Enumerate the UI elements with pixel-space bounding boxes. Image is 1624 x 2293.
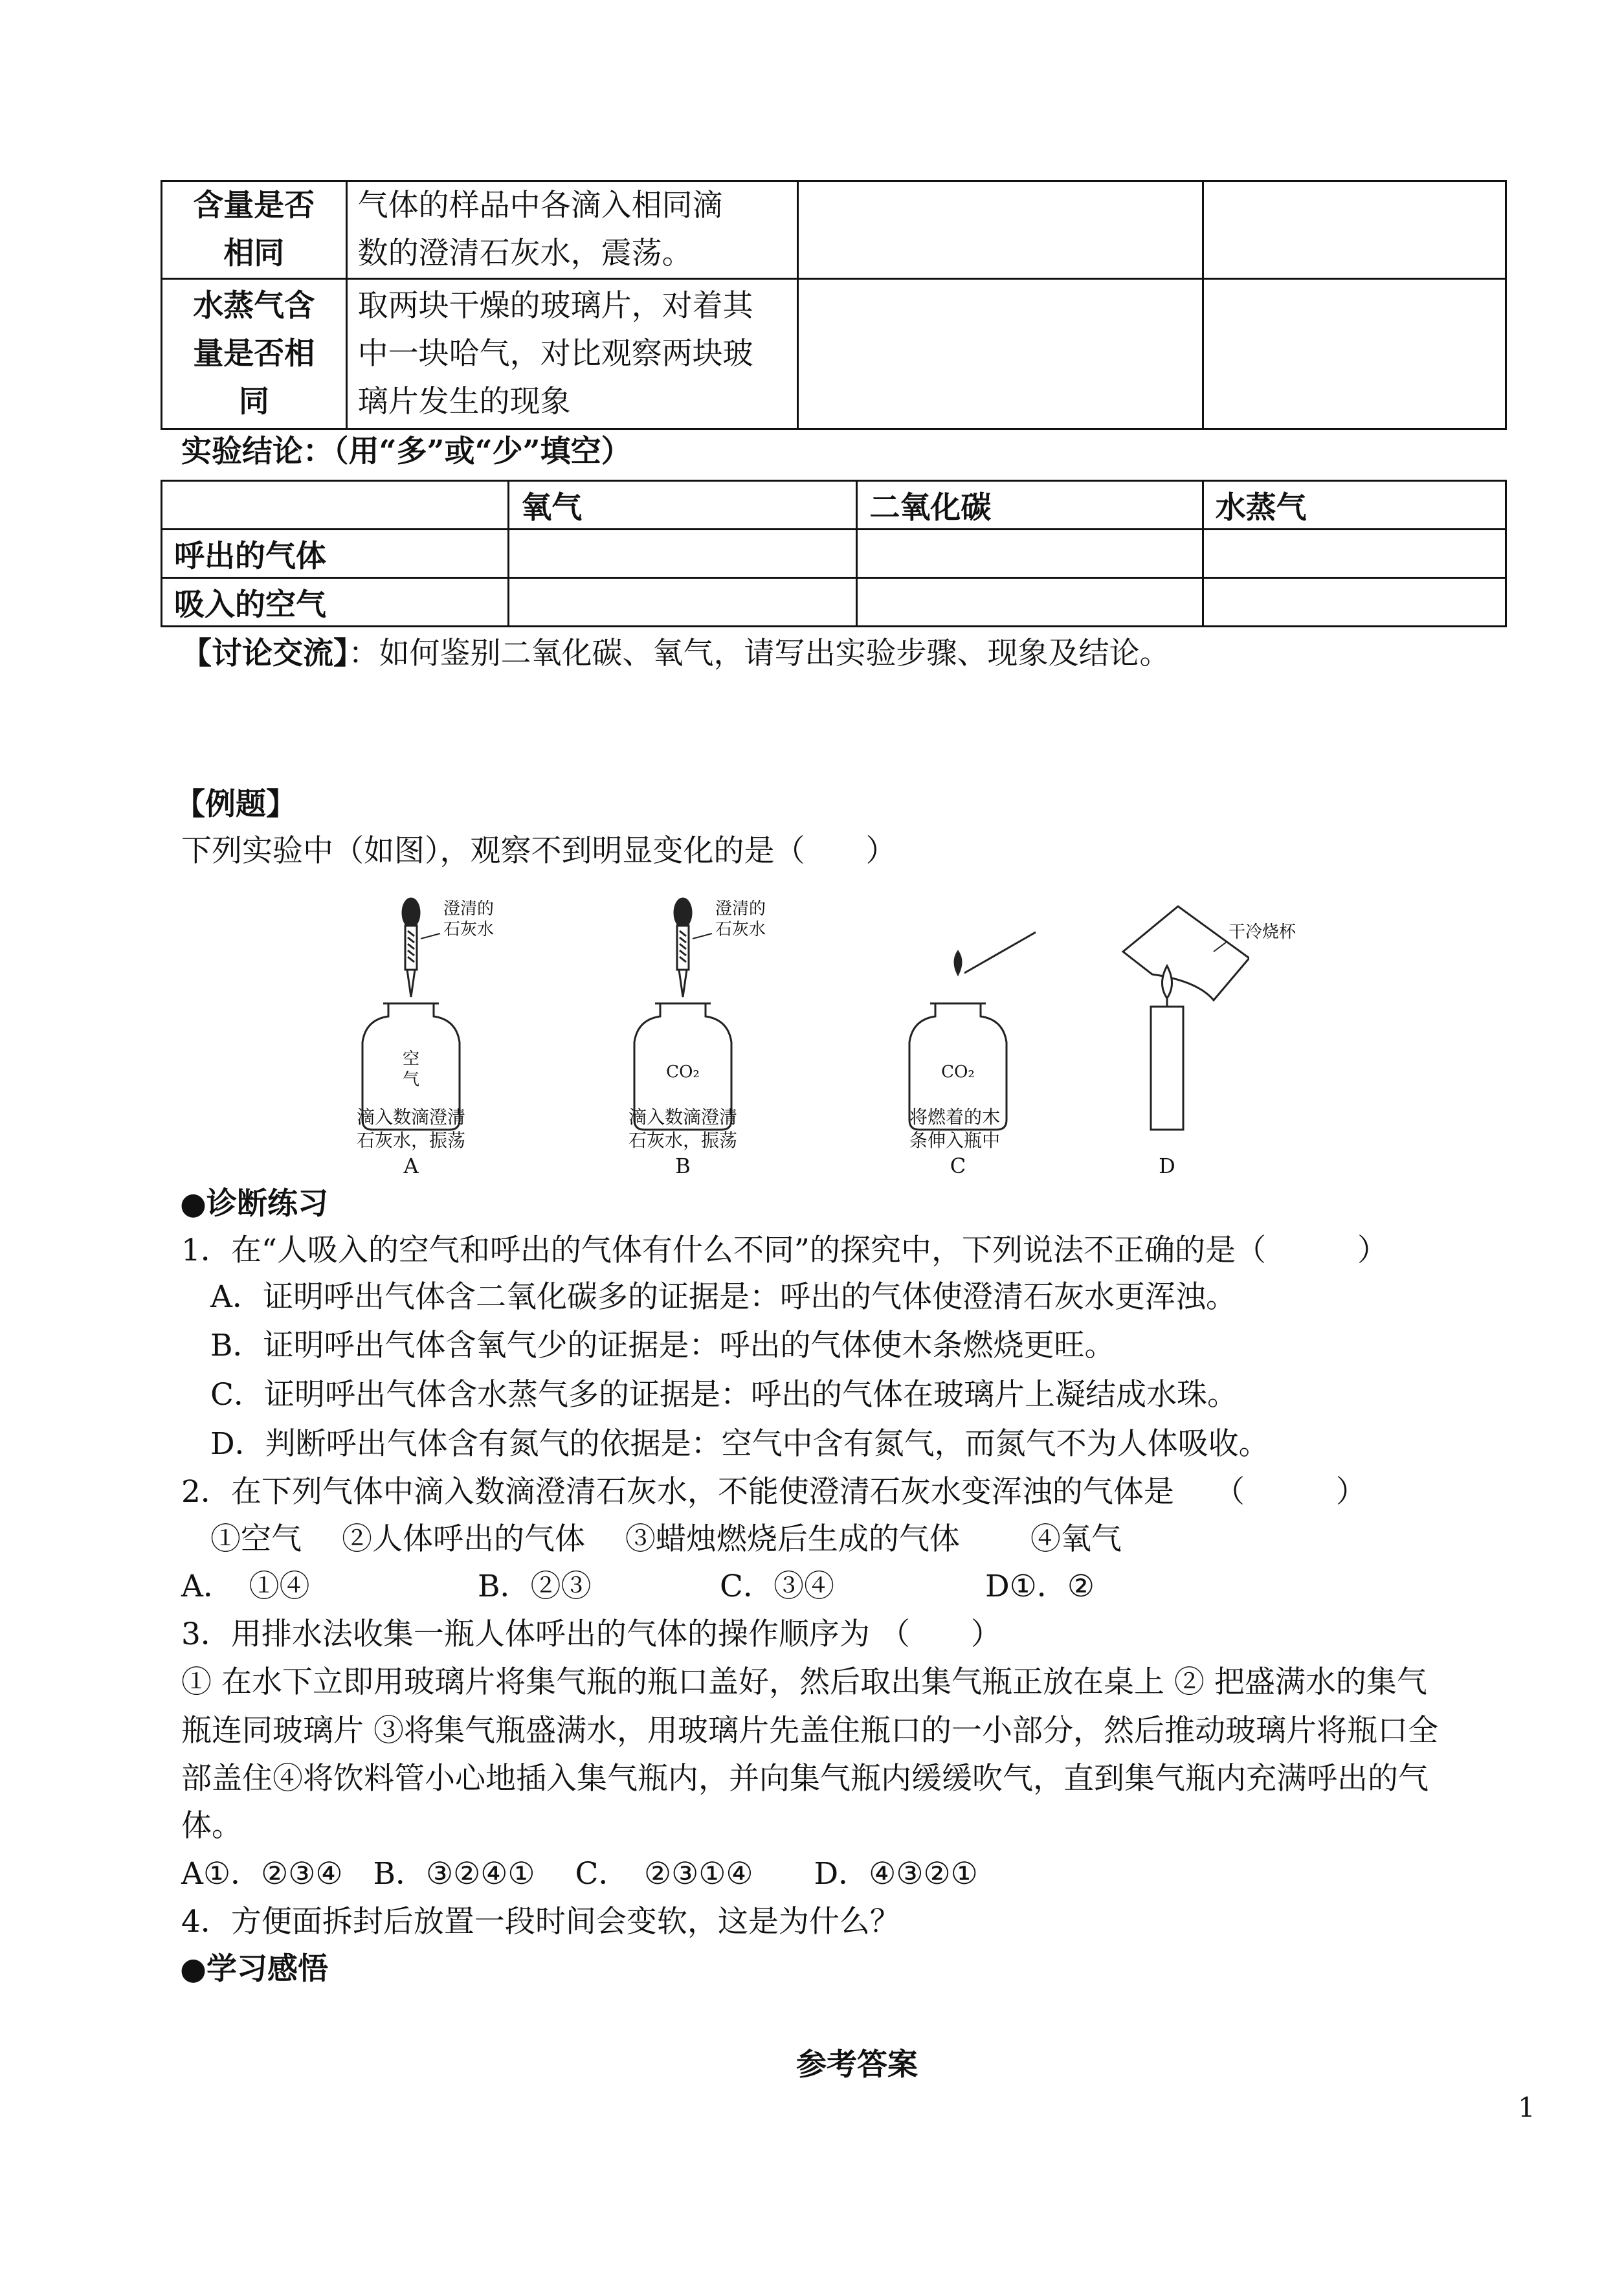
row-conclusion-cell: [1203, 279, 1506, 429]
q2-option-a: A． ①④: [181, 1569, 310, 1604]
row-method: 取两块干燥的玻璃片，对着其 中一块哈气，对比观察两块玻 璃片发生的现象: [346, 279, 797, 429]
question-1: 1．在“人吸入的空气和呼出的气体有什么不同”的探究中，下列说法不正确的是（ ）: [181, 1233, 1388, 1268]
bottle-b-label: CO₂: [666, 1062, 700, 1082]
experiment-figure: [311, 893, 1296, 1178]
dropper-label-b: 澄清的 石灰水: [715, 899, 766, 939]
example-title: 【例题】: [175, 787, 296, 822]
blank-cell: [857, 578, 1203, 627]
caption-b: 滴入数滴澄清 石灰水，振荡: [628, 1106, 737, 1151]
beaker-label: 干冷烧杯: [1229, 923, 1296, 942]
q3-body-line-4: 体。: [181, 1808, 242, 1844]
q1-option-a: A．证明呼出气体含二氧化碳多的证据是：呼出的气体使澄清石灰水更浑浊。: [210, 1279, 1236, 1315]
example-question: 下列实验中（如图），观察不到明显变化的是（ ）: [181, 833, 896, 869]
discussion: [181, 633, 1170, 675]
header-co2: 二氧化碳: [857, 481, 1203, 530]
q3-body-line-3: 部盖住④将饮料管小心地插入集气瓶内，并向集气瓶内缓缓吹气，直到集气瓶内充满呼出的气: [181, 1761, 1429, 1796]
discussion-text: ：如何鉴别二氧化碳、氧气，请写出实验步骤、现象及结论。: [348, 636, 1170, 671]
discussion-bracket: 【讨论交流】: [181, 636, 349, 671]
experiment-table: [161, 180, 1507, 430]
dropper-label-a: 澄清的 石灰水: [443, 899, 495, 939]
question-4: 4．方便面拆封后放置一段时间会变软，这是为什么？: [181, 1904, 900, 1940]
q3-body-line-1: ① 在水下立即用玻璃片将集气瓶的瓶口盖好，然后取出集气瓶正放在桌上 ② 把盛满水的集气: [181, 1664, 1427, 1700]
diagnosis-title: ●诊断练习: [180, 1186, 329, 1222]
table-row: [162, 530, 1506, 578]
q2-items: ①空气 ②人体呼出的气体 ③蜡烛燃烧后生成的气体 ④氧气: [210, 1521, 1122, 1557]
blank-cell: [1203, 530, 1506, 578]
blank-cell: [509, 578, 857, 627]
q1-option-d: D．判断呼出气体含有氮气的依据是：空气中含有氮气，而氮气不为人体吸收。: [210, 1426, 1269, 1462]
q3-options: A①．②③④ B．③②④① C． ②③①④ D．④③②①: [181, 1856, 978, 1892]
q2-option-b: B．②③: [478, 1569, 592, 1604]
row-phenomenon-cell: [797, 279, 1203, 429]
row-label-water: 水蒸气含 量是否相 同: [162, 279, 347, 429]
row-label-inhaled: 吸入的空气: [162, 578, 509, 627]
row-label-content: 含量是否 相同: [162, 181, 347, 279]
reflection-title: ●学习感悟: [180, 1951, 329, 1987]
letter-d: D: [1159, 1154, 1175, 1178]
dropper-a: [403, 899, 440, 997]
letter-c: C: [950, 1154, 966, 1178]
q2-option-d: D①．②: [985, 1569, 1095, 1604]
row-phenomenon-cell: [797, 181, 1203, 279]
header-oxygen: 氧气: [509, 481, 857, 530]
bottle-c-label: CO₂: [941, 1062, 975, 1082]
header-water-vapor: 水蒸气: [1203, 481, 1506, 530]
conclusion-table: [161, 480, 1507, 627]
candle-d: [1151, 966, 1183, 1130]
q1-option-c: C．证明呼出气体含水蒸气多的证据是：呼出的气体在玻璃片上凝结成水珠。: [210, 1377, 1238, 1413]
row-conclusion-cell: [1203, 181, 1506, 279]
question-2: 2．在下列气体中滴入数滴澄清石灰水，不能使澄清石灰水变浑浊的气体是 （ ）: [181, 1474, 1366, 1510]
table-row: [162, 181, 1506, 279]
table-row: [162, 578, 1506, 627]
blank-cell: [857, 530, 1203, 578]
table-header-row: [162, 481, 1506, 530]
question-3: 3．用排水法收集一瓶人体呼出的气体的操作顺序为 （ ）: [181, 1616, 1001, 1652]
blank-cell: [1203, 578, 1506, 627]
page-number: 1: [1518, 2092, 1535, 2123]
burning-stick-c: [955, 932, 1036, 974]
caption-c: 将燃着的木 条伸入瓶中: [909, 1106, 1000, 1151]
letter-b: B: [675, 1154, 691, 1178]
q1-option-b: B．证明呼出气体含氧气少的证据是：呼出的气体使木条燃烧更旺。: [210, 1328, 1115, 1363]
table-row: [162, 279, 1506, 429]
row-method: 气体的样品中各滴入相同滴 数的澄清石灰水，震荡。: [346, 181, 797, 279]
q2-option-c: C．③④: [720, 1569, 834, 1604]
letter-a: A: [403, 1154, 419, 1178]
bottle-a-label: 空 气: [402, 1049, 419, 1090]
dropper-b: [674, 899, 712, 997]
header-blank: [162, 481, 509, 530]
beaker-d: [1123, 906, 1249, 1000]
answer-title: 参考答案: [796, 2047, 918, 2083]
caption-a: 滴入数滴澄清 石灰水，振荡: [356, 1106, 465, 1151]
row-label-exhaled: 呼出的气体: [162, 530, 509, 578]
conclusion-title: 实验结论：（用“多”或“少”填空）: [181, 434, 632, 469]
q3-body-line-2: 瓶连同玻璃片 ③将集气瓶盛满水，用玻璃片先盖住瓶口的一小部分，然后推动玻璃片将瓶口全: [181, 1713, 1438, 1749]
blank-cell: [509, 530, 857, 578]
